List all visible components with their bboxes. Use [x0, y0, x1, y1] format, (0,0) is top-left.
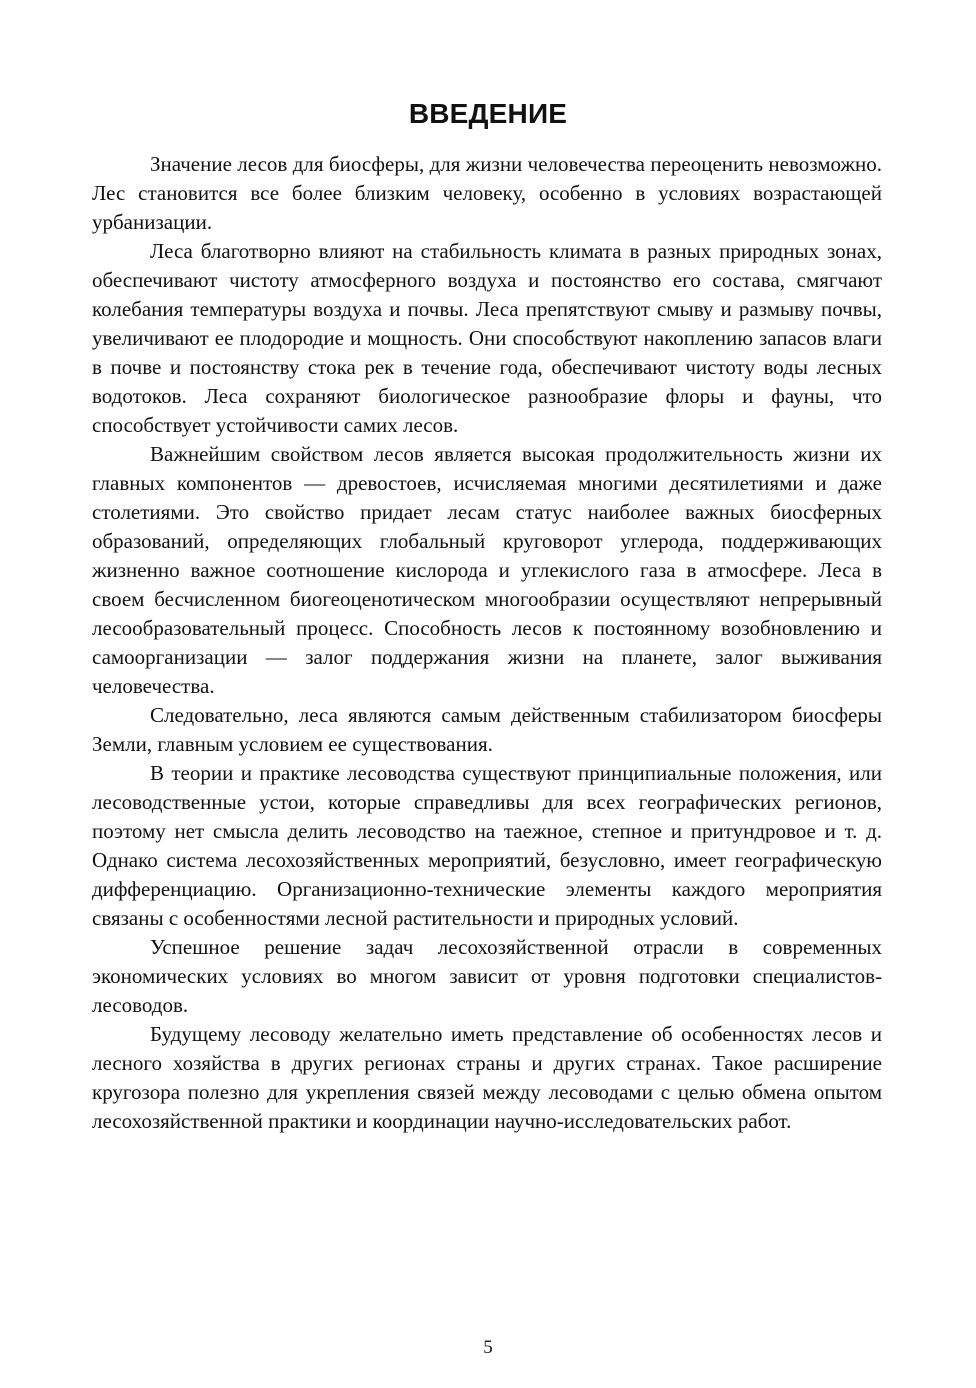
- paragraph: Успешное решение задач лесохозяйственной отрасли в современных экономических условиях во многом зависит от уровня подготовки специалистов-лесоводов.: [92, 935, 882, 1017]
- body-text: [92, 150, 882, 1136]
- paragraph: В теории и практике лесоводства существуют принципиальные положения, или лесоводственные устои, которые справедливы для всех географических регионов, поэтому нет смысла делить лесоводство на таежное, степное и притундровое и т. д. Однако система лесохозяйственных мероприятий, безусловно, имеет географическую дифференциацию. Организационно-технические элементы каждого мероприятия связаны с особенностями лесной растительности и природных условий.: [92, 761, 882, 930]
- page-title: ВВЕДЕНИЕ: [408, 98, 568, 129]
- paragraph: Важнейшим свойством лесов является высокая продолжительность жизни их главных компонентов — древостоев, исчисляемая многими десятилетиями и даже столетиями. Это свойство придает лесам статус наиболее важных биосферных образований, определяющих глобальный круговорот углерода, поддерживающих жизненно важное соотношение кислорода и углекислого газа в атмосфере. Леса в своем бесчисленном биогеоценотическом многообразии осуществляют непрерывный лесообразовательный процесс. Способность лесов к постоянному возобновлению и самоорганизации — залог поддержания жизни на планете, залог выживания человечества.: [92, 442, 882, 698]
- paragraph: Значение лесов для биосферы, для жизни человечества переоценить невозможно. Лес становится все более близким человеку, особенно в условиях возрастающей урбанизации.: [92, 152, 882, 234]
- paragraph: Следовательно, леса являются самым действенным стабилизатором биосферы Земли, главным условием ее существования.: [92, 703, 882, 756]
- paragraph: Будущему лесоводу желательно иметь представление об особенностях лесов и лесного хозяйства в других регионах страны и других странах. Такое расширение кругозора полезно для укрепления связей между лесоводами с целью обмена опытом лесохозяйственной практики и координации научно-исследовательских работ.: [92, 1022, 882, 1133]
- page-number: 5: [483, 1337, 493, 1358]
- paragraph: Леса благотворно влияют на стабильность климата в разных природных зонах, обеспечивают чистоту атмосферного воздуха и постоянство его состава, смягчают колебания температуры воздуха и почвы. Леса препятствуют смыву и размыву почвы, увеличивают ее плодородие и мощность. Они способствуют накоплению запасов влаги в почве и постоянству стока рек в течение года, обеспечивают чистоту воды лесных водотоков. Леса сохраняют биологическое разнообразие флоры и фауны, что способствует устойчивости самих лесов.: [92, 239, 882, 437]
